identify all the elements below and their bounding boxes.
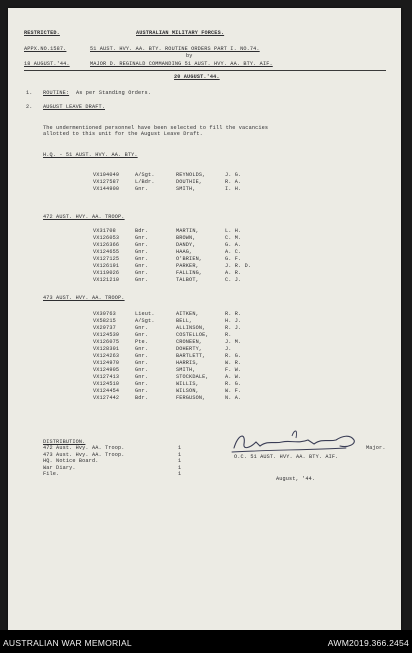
initials: I. H. <box>225 186 242 192</box>
distribution-recipient: HQ. Notice Board. <box>43 458 99 464</box>
personnel-row <box>8 339 401 346</box>
personnel-row <box>8 346 401 353</box>
item-number: 1. <box>26 90 33 96</box>
rank: Gnr. <box>135 242 149 248</box>
appendix-number: APPX.NO.1587. <box>24 46 67 52</box>
rank: Pte. <box>135 339 149 345</box>
rank: Gnr. <box>135 263 149 269</box>
rank: Bdr. <box>135 228 149 234</box>
archive-name: AUSTRALIAN WAR MEMORIAL <box>3 638 132 648</box>
initials: W. F. <box>225 388 242 394</box>
service-number: VX124454 <box>93 388 120 394</box>
initials: A. R. <box>225 270 242 276</box>
signatory-rank: Major. <box>366 445 386 451</box>
distribution-count: 1 <box>178 445 182 451</box>
item-heading: ROUTINE: <box>43 90 70 96</box>
surname: REYNOLDS, <box>176 172 206 178</box>
personnel-row <box>8 311 401 318</box>
rank: Gnr. <box>135 256 149 262</box>
group-title: 472 AUST. HVY. AA. TROOP. <box>43 214 125 220</box>
initials: J. M. <box>225 339 242 345</box>
rank: Gnr. <box>135 277 149 283</box>
surname: CRONEEN, <box>176 339 203 345</box>
commanding-officer: MAJOR D. REGINALD COMMANDING 51 AUST. HVY. AA. BTY. AIF. <box>90 61 273 67</box>
service-number: VX121210 <box>93 277 120 283</box>
personnel-row <box>8 374 401 381</box>
personnel-row <box>8 242 401 249</box>
surname: WILSON, <box>176 388 199 394</box>
rank: Gnr. <box>135 270 149 276</box>
initials: G. A. <box>225 242 242 248</box>
distribution-row <box>8 471 401 478</box>
initials: R. J. <box>225 325 242 331</box>
archive-footer <box>0 630 412 653</box>
rank: Gnr. <box>135 381 149 387</box>
initials: R. G. <box>225 381 242 387</box>
surname: HARRIS, <box>176 360 199 366</box>
item-heading: AUGUST LEAVE DRAFT. <box>43 104 105 110</box>
service-number: VX124970 <box>93 360 120 366</box>
service-number: VX124655 <box>93 249 120 255</box>
surname: FERGUSON, <box>176 395 206 401</box>
personnel-row <box>8 179 401 186</box>
initials: R. A. <box>225 179 242 185</box>
personnel-row <box>8 367 401 374</box>
initials: H. J. <box>225 318 242 324</box>
initials: A. C. <box>225 249 242 255</box>
item-number: 2. <box>26 104 33 110</box>
surname: MARTIN, <box>176 228 199 234</box>
orders-title: 51 AUST. HVY. AA. BTY. ROUTINE ORDERS PART I. NO.74. <box>90 46 260 52</box>
service-number: VX29737 <box>93 325 116 331</box>
personnel-row <box>8 360 401 367</box>
surname: WILLIS, <box>176 381 199 387</box>
surname: HAAG, <box>176 249 193 255</box>
rank: Gnr. <box>135 325 149 331</box>
rank: Gnr. <box>135 388 149 394</box>
personnel-row <box>8 353 401 360</box>
service-number: VX104049 <box>93 172 120 178</box>
initials: F. W. <box>225 367 242 373</box>
distribution-count: 1 <box>178 471 182 477</box>
service-number: VX128301 <box>93 346 120 352</box>
personnel-row <box>8 235 401 242</box>
distribution-count: 1 <box>178 464 182 471</box>
surname: O'BRIEN, <box>176 256 203 262</box>
rank: Gnr. <box>135 186 149 192</box>
personnel-row <box>8 388 401 395</box>
service-number: VX58215 <box>93 318 116 324</box>
service-number: VX126075 <box>93 339 120 345</box>
rank: Gnr. <box>135 249 149 255</box>
header-rule <box>24 70 386 71</box>
distribution-recipient: War Diary. <box>43 464 76 471</box>
rank: Gnr. <box>135 353 149 359</box>
service-number: VX126191 <box>93 263 120 269</box>
surname: BARTLETT, <box>176 353 206 359</box>
intro-line: allotted to this unit for the August Leave Draft. <box>43 131 203 137</box>
rank: A/Sgt. <box>135 172 155 178</box>
personnel-row <box>8 256 401 263</box>
initials: C. M. <box>225 235 242 241</box>
rank: Gnr. <box>135 374 149 380</box>
service-number: VX124510 <box>93 381 120 387</box>
personnel-row <box>8 395 401 402</box>
personnel-row <box>8 318 401 325</box>
initials: C. J. <box>225 277 242 283</box>
header-date: 18 AUGUST.'44. <box>24 61 70 67</box>
intro-line: The undermentioned personnel have been selected to fill the vacancies <box>43 125 269 131</box>
rank: Gnr. <box>135 367 149 373</box>
surname: AITKEN, <box>176 311 199 317</box>
initials: R. G. <box>225 353 242 359</box>
personnel-row <box>8 263 401 270</box>
distribution-recipient: 472 Aust. Hvy. AA. Troop. <box>43 445 125 451</box>
personnel-row <box>8 270 401 277</box>
rank: Bdr. <box>135 395 149 401</box>
surname: DANDY, <box>176 242 196 248</box>
personnel-row <box>8 228 401 235</box>
service-number: VX126053 <box>93 235 120 241</box>
surname: BELL, <box>176 318 193 324</box>
service-number: VX124263 <box>93 353 120 359</box>
item-text: As per Standing Orders. <box>76 90 152 96</box>
rank: L/Bdr. <box>135 179 155 185</box>
personnel-row <box>8 249 401 256</box>
initials: J. R. D. <box>225 263 252 269</box>
initials: R. <box>225 332 232 338</box>
initials: J. <box>225 346 232 352</box>
rank: A/Sgt. <box>135 318 155 324</box>
surname: PARKER, <box>176 263 199 269</box>
distribution-recipient: File. <box>43 471 60 477</box>
personnel-row <box>8 172 401 179</box>
initials: A. W. <box>225 374 242 380</box>
signature-date: August, '44. <box>276 476 316 482</box>
service-number: VX126366 <box>93 242 120 248</box>
distribution-count: 1 <box>178 458 182 464</box>
service-number: VX119026 <box>93 270 120 276</box>
personnel-row <box>8 277 401 284</box>
surname: ALLINSON, <box>176 325 206 331</box>
rank: Gnr. <box>135 346 149 352</box>
service-number: VX127125 <box>93 256 120 262</box>
service-number: VX124905 <box>93 367 120 373</box>
by-text: by <box>186 53 193 59</box>
rank: Lieut. <box>135 311 155 317</box>
rank: Gnr. <box>135 235 149 241</box>
service-number: VX124539 <box>93 332 120 338</box>
group-title: 473 AUST. HVY. AA. TROOP. <box>43 295 125 301</box>
initials: J. G. <box>225 172 242 178</box>
service-number: VX144900 <box>93 186 120 192</box>
rank: Gnr. <box>135 332 149 338</box>
service-number: VX31708 <box>93 228 116 234</box>
orders-date: 20 AUGUST.'44. <box>174 74 220 80</box>
archive-reference: AWM2019.366.2454 <box>327 638 409 648</box>
initials: W. R. <box>225 360 242 366</box>
surname: DOUTHIE, <box>176 179 203 185</box>
personnel-row <box>8 381 401 388</box>
surname: DOHERTY, <box>176 346 203 352</box>
initials: G. F. <box>225 256 242 262</box>
surname: FALLING, <box>176 270 203 276</box>
personnel-row <box>8 325 401 332</box>
document-page <box>8 8 401 630</box>
surname: COSTELLOE, <box>176 332 209 338</box>
surname: SMITH, <box>176 186 196 192</box>
initials: R. R. <box>225 311 242 317</box>
initials: N. A. <box>225 395 242 401</box>
group-title: H.Q. - 51 AUST. HVY. AA. BTY. <box>43 152 138 158</box>
service-number: VX127442 <box>93 395 120 401</box>
service-number: VX127587 <box>93 179 120 185</box>
surname: SMITH, <box>176 367 196 373</box>
personnel-row <box>8 186 401 193</box>
surname: BROWN, <box>176 235 196 241</box>
signatory-title: O.C. 51 AUST. HVY. AA. BTY. AIF. <box>234 454 339 460</box>
personnel-row <box>8 332 401 339</box>
force-title: AUSTRALIAN MILITARY FORCES. <box>136 30 225 36</box>
rank: Gnr. <box>135 360 149 366</box>
surname: STOCKDALE, <box>176 374 209 380</box>
service-number: VX127413 <box>93 374 120 380</box>
restricted-label: RESTRICTED. <box>24 30 60 36</box>
surname: TALBOT, <box>176 277 199 283</box>
service-number: VX30763 <box>93 311 116 317</box>
distribution-count: 1 <box>178 451 182 458</box>
distribution-recipient: 473 Aust. Hvy. AA. Troop. <box>43 451 125 458</box>
distribution-title: DISTRIBUTION. <box>43 439 86 445</box>
initials: L. H. <box>225 228 242 234</box>
